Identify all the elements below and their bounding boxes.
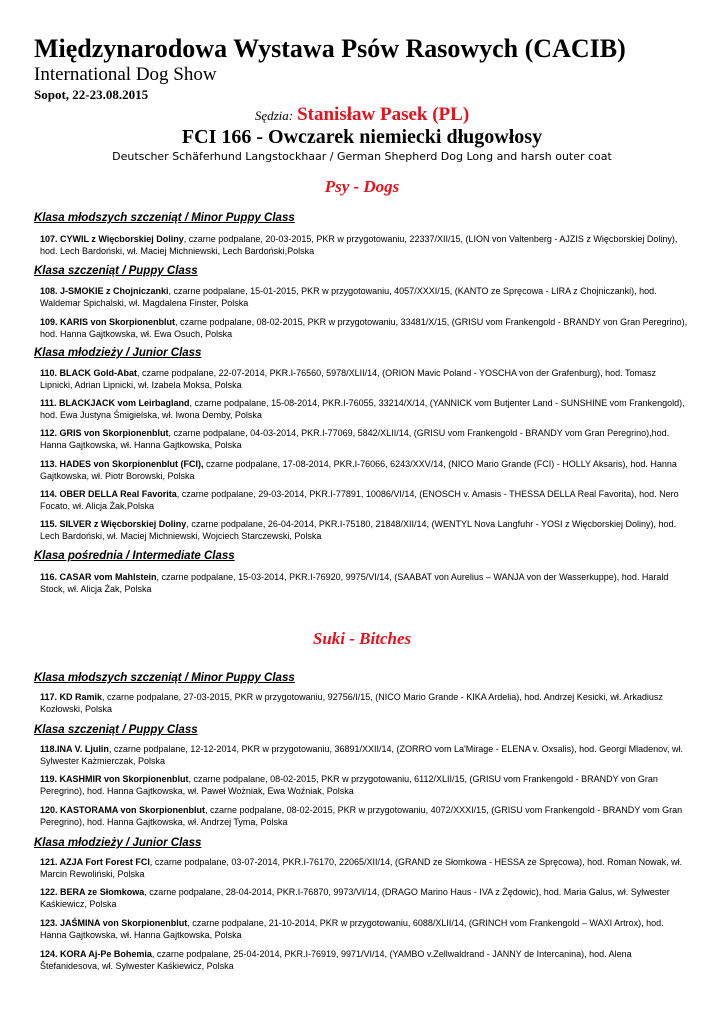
entry-details: , czarne podpalane, 22-07-2014, PKR.I-76560, 5978/XLII/14, (ORION Mavic Poland - YOSCHA von der Grafenburg), hod. Tomasz Lipnicki, Adrian Lipnicki, wł. Izabela Moksa, Polska xyxy=(40,368,656,390)
entry-name: 122. BERA ze Słomkowa xyxy=(40,887,145,897)
list-item xyxy=(40,518,690,542)
entry-details: , czarne podpalane, 29-03-2014, PKR.I-77891, 10086/VI/14, (ENOSCH v. Amasis - THESSA DELLA Real Favorita), hod. Nero Focato, wł. Alicja Żak,Polska xyxy=(40,489,679,511)
entry-name: 108. J-SMOKIE z Chojniczanki xyxy=(40,286,169,296)
judge-label: Sędzia: xyxy=(254,108,294,123)
entry-name: 109. KARIS von Skorpionenblut xyxy=(40,317,176,327)
class-heading: Klasa młodzieży / Junior Class xyxy=(34,837,202,849)
list-item xyxy=(40,886,690,910)
entry-details: , czarne podpalane, 08-02-2015, PKR w przygotowaniu, 4072/XXXI/15, (GRISU vom Frankengold - BRANDY vom Gran Peregrino), hod. Hanna Gajtkowska, wł. Andrzej Tyma, Polska xyxy=(40,805,683,827)
place-date: Sopot, 22-23.08.2015 xyxy=(34,87,149,102)
class-heading: Klasa szczeniąt / Puppy Class xyxy=(34,265,198,277)
breed-subtitle: Deutscher Schäferhund Langstockhaar / German Shepherd Dog Long and harsh outer coat xyxy=(112,150,612,163)
list-item xyxy=(40,691,690,715)
entry-details: , czarne podpalane, 26-04-2014, PKR.I-75180, 21848/XII/14, (WENTYL Nova Langfuhr - YOSI z Więcborskiej Doliny), hod. Lech Bardoński, wł. Maciej Michniewski, Wojciech Starczewski, Polska xyxy=(40,519,677,541)
entry-details: , czarne podpalane, 12-12-2014, PKR w przygotowaniu, 36891/XXII/14, (ZORRO vom La'Mirage - ELENA v. Oxsalis), hod. Georgi Mladenov, wł. Sylwester Każmierczak, Polska xyxy=(40,744,684,766)
entry-name: 110. BLACK Gold-Abat xyxy=(40,368,138,378)
entry-details: , czarne podpalane, 20-03-2015, PKR w przygotowaniu, 22337/XII/15, (LION von Valtenberg - AJZIS z Więcborskiej Doliny), hod. Lech Bardoński, wł. Maciej Michniewski, Lech Bardoński,Polska xyxy=(40,234,678,256)
entry-details: , czarne podpalane, 08-02-2015, PKR w przygotowaniu, 33481/X/15, (GRISU vom Frankengold - BRANDY von Gran Peregrino), hod. Hanna Gajtkowska, wł. Ewa Osuch, Polska xyxy=(40,317,688,339)
entry-name: 119. KASHMIR von Skorpionenblut xyxy=(40,774,189,784)
entry-details: , czarne podpalane, 15-03-2014, PKR.I-76920, 9975/VI/14, (SAABAT von Aurelius – WANJA von der Wasserkuppe), hod. Harald Stock, wł. Alicja Żak, Polska xyxy=(40,572,669,594)
entry-details: , czarne podpalane, 04-03-2014, PKR.I-77069, 5842/XLII/14, (GRISU vom Frankengold - BRANDY vom Gran Peregrino),hod. Hanna Gajtkowska, wł. Hanna Gajtkowska, Polska xyxy=(40,428,670,450)
entry-name: 117. KD Ramik xyxy=(40,692,103,702)
judge-line xyxy=(0,104,724,126)
list-item xyxy=(40,804,690,828)
entry-details: , czarne podpalane, 27-03-2015, PKR w przygotowaniu, 92756/I/15, (NICO Mario Grande - KIKA Ardelia), hod. Andrzej Kesicki, wł. Arkadiusz Kozłowski, Polska xyxy=(40,692,663,714)
entry-details: czarne podpalane, 17-08-2014, PKR.I-76066, 6243/XXV/14, (NICO Mario Grande (FCI) - HOLLY Aksaris), hod. Hanna Gajtkowska, wł. Piotr Borowski, Polska xyxy=(40,459,677,481)
entry-name: 114. OBER DELLA Real Favorita xyxy=(40,489,177,499)
entry-name: 123. JAŚMINA von Skorpionenblut xyxy=(40,918,188,928)
entry-details: , czarne podpalane, 03-07-2014, PKR.I-76170, 22065/XII/14, (GRAND ze Słomkowa - HESSA ze Spręcowa), hod. Roman Nowak, wł. Marcin Rewoliński, Polska xyxy=(40,857,683,879)
list-item xyxy=(40,233,690,257)
class-heading: Klasa młodzieży / Junior Class xyxy=(34,347,202,359)
class-heading: Klasa szczeniąt / Puppy Class xyxy=(34,724,198,736)
entry-name: 112. GRIS von Skorpionenblut xyxy=(40,428,169,438)
section-heading-bitches: Suki - Bitches xyxy=(312,629,412,648)
entry-name: 115. SILVER z Więcborskiej Doliny xyxy=(40,519,187,529)
list-item xyxy=(40,917,690,941)
entry-details: , czarne podpalane, 21-10-2014, PKR w przygotowaniu, 6088/XLII/14, (GRINCH vom Frankengold – WAXI Artrox), hod. Hanna Gajtkowska, wł. Hanna Gajtkowska, Polska xyxy=(40,918,664,940)
page-subtitle: International Dog Show xyxy=(34,64,217,85)
entry-details: , czarne podpalane, 15-01-2015, PKR w przygotowaniu, 4057/XXXI/15, (KANTO ze Spręcowa - LIRA z Chojniczanki), hod. Waldemar Spichalski, wł. Magdalena Finster, Polska xyxy=(40,286,657,308)
entry-name: 107. CYWIL z Więcborskiej Doliny xyxy=(40,234,184,244)
class-heading: Klasa pośrednia / Intermediate Class xyxy=(34,550,235,562)
entry-details: , czarne podpalane, 15-08-2014, PKR.I-76055, 33214/X/14, (YANNICK vom Butjenter Land - SUNSHINE vom Frankengold), hod. Ewa Justyna Śmigielska, wł. Iwona Demby, Polska xyxy=(40,398,685,420)
list-item xyxy=(40,427,690,451)
entry-details: , czarne podpalane, 28-04-2014, PKR.I-76870, 9973/VI/14, (DRAGO Marino Haus - IVA z Żędowic), hod. Maria Galus, wł. Sylwester Kaśkiewicz, Polska xyxy=(40,887,670,909)
list-item xyxy=(40,488,690,512)
entry-name: 111. BLACKJACK vom Leirbagland xyxy=(40,398,190,408)
list-item xyxy=(40,285,690,309)
list-item xyxy=(40,571,690,595)
entry-name: 120. KASTORAMA von Skorpionenblut xyxy=(40,805,206,815)
page-title: Międzynarodowa Wystawa Psów Rasowych (CACIB) xyxy=(34,34,626,63)
breed-title: FCI 166 - Owczarek niemiecki długowłosy xyxy=(181,126,543,148)
judge-name: Stanisław Pasek (PL) xyxy=(297,104,470,125)
entry-name: 118.INA V. Ljulin xyxy=(40,744,109,754)
entry-name: 113. HADES von Skorpionenblut (FCI), xyxy=(40,459,204,469)
class-heading: Klasa młodszych szczeniąt / Minor Puppy Class xyxy=(34,672,295,684)
entry-name: 124. KORA Aj-Pe Bohemia xyxy=(40,949,152,959)
list-item xyxy=(40,856,690,880)
list-item xyxy=(40,397,690,421)
list-item xyxy=(40,743,690,767)
class-heading: Klasa młodszych szczeniąt / Minor Puppy Class xyxy=(34,212,295,224)
entry-name: 116. CASAR vom Mahlstein xyxy=(40,572,157,582)
entry-details: , czarne podpalane, 08-02-2015, PKR w przygotowaniu, 6112/XLII/15, (GRISU vom Frankengold - BRANDY von Gran Peregrino), hod. Hanna Gajtkowska, wł. Paweł Wożniak, Ewa Woźniak, Polska xyxy=(40,774,658,796)
entry-name: 121. AZJA Fort Forest FCI xyxy=(40,857,150,867)
list-item xyxy=(40,458,690,482)
section-heading-dogs: Psy - Dogs xyxy=(324,177,400,196)
list-item xyxy=(40,367,690,391)
entry-details: , czarne podpalane, 25-04-2014, PKR.I-76919, 9971/VI/14, (YAMBO v.Zellwaldrand - JANNY de Intercanina), hod. Alena Štefanidesova, wł. Sylwester Kaśkiewicz, Polska xyxy=(40,949,632,971)
list-item xyxy=(40,773,690,797)
list-item xyxy=(40,316,690,340)
list-item xyxy=(40,948,690,972)
